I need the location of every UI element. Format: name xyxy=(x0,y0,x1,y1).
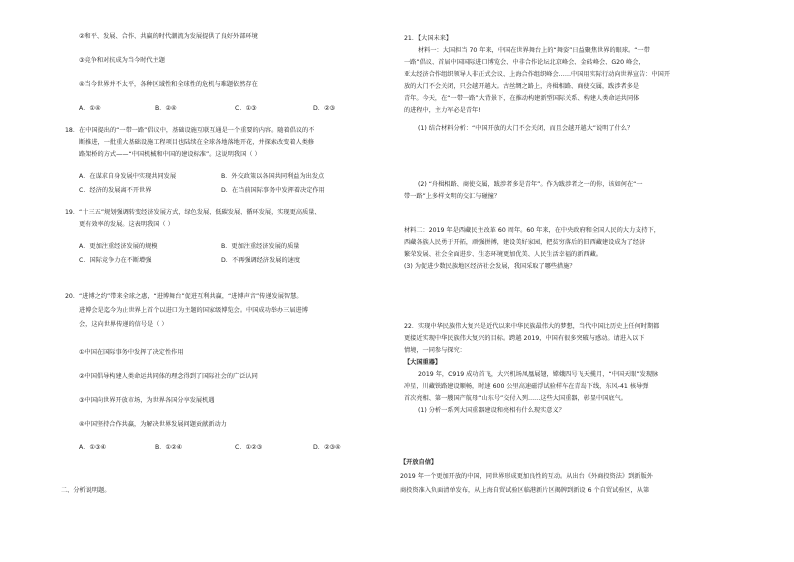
option-a: A．在谋求自身发展中实现共同发展 xyxy=(79,173,177,180)
option-b: B．更加注重经济发展的质量 xyxy=(221,243,300,250)
material-line: 的进程中，主力军必是青年! xyxy=(404,107,481,114)
option-b: B．②④ xyxy=(155,105,177,112)
question-18-line: 路架桥的方式——“中国机械和中国的建设标准”。这说明我国（ ） xyxy=(79,151,261,158)
top-item: ②和平、发展、合作、共赢的时代潮流为发展提供了良好外部环境 xyxy=(79,33,258,40)
q20-item: ③中国向世界开放市场，为世界各国分享发展机遇 xyxy=(79,397,215,404)
top-item: ④当今世界并不太平，各种区域性和全球性的危机与难题依然存在 xyxy=(79,81,258,88)
material-line: 西藏各族人民勇于开拓，顽强拼搏，建设美好家园，把贫穷落后的旧西藏建设成为了经济 xyxy=(404,239,646,246)
option-b: B．外交政策以各国共同利益为出发点 xyxy=(221,173,325,180)
top-item: ③竞争和对抗成为当今时代主题 xyxy=(79,57,165,64)
q20-item: ④中国坚持合作共赢，为解决世界发展问题贡献新动力 xyxy=(79,421,227,428)
option-d: D．在当前国际事务中发挥着决定作用 xyxy=(221,187,325,194)
question-19-line: 19．“十三五”规划强调转变经济发展方式，绿色发展、低碳发展、循环发展，实现更高质量、 xyxy=(65,209,321,216)
question-22-line: 更接近实现中华民族伟大复兴的目标。跨越 2019，中国有很多突破与感动。请进入以下 xyxy=(404,335,645,342)
material-line: 材料一：大国担当 70 年来，中国在世界舞台上的“舞姿”日益聚焦世界的眼球。“一带 xyxy=(418,47,650,54)
sub-header: 【大国重器】 xyxy=(404,359,442,366)
option-c: C．①③ xyxy=(235,105,257,112)
option-c: C．国际竞争力在不断增强 xyxy=(79,257,152,264)
option-b: B．①②④ xyxy=(155,444,183,451)
question-22-line: 22．实现中华民族伟大复兴是近代以来中华民族最伟大的梦想，当代中国比历史上任何时期都 xyxy=(404,323,660,330)
body-line: 首次亮相、第一艘国产航母“山东号”交付入列……这些大国重器，彰显中国底气。 xyxy=(404,395,627,402)
question-20-line: 会，这向世界传递的信号是（ ） xyxy=(79,321,168,328)
question-18-line: 18．在中国提出的“一带一路”倡议中，基础设施互联互通是一个重要的内容。随着倡议的不 xyxy=(65,127,315,134)
option-d: D．②③ xyxy=(313,105,336,112)
material-line: 青年。今天，在“一带一路”大背景下，在推动构建新型国际关系、构建人类命运共同体 xyxy=(404,95,640,102)
option-d: D．②③④ xyxy=(313,444,341,451)
sub-header: 【开放自信】 xyxy=(400,459,438,466)
question-18-line: 断推进，一批重大基础设施工程项目也陆续在全球各地落地开花，并探索改变着人类修 xyxy=(79,139,315,146)
q20-item: ①中国在国际事务中发挥了决定性作用 xyxy=(79,349,184,356)
question-21-header: 21．【大国未来】 xyxy=(404,35,453,42)
body-line: 2019 年一个更加开放的中国，同世界形成更加良性的互动。从出台《外商投资法》到新版外 xyxy=(400,473,653,480)
body-line: 2019 年，C919 成功首飞，大兴机场凤凰展翅，嫦娥四号飞天揽月，“中国天眼”发现脉 xyxy=(418,371,659,378)
material-line: 繁荣发展、社会全面进步、生态环境更加优美、人民生活幸福的新西藏。 xyxy=(404,251,602,258)
sub-question: (1) 分析一系列大国重器建设和亮相有什么现实意义？ xyxy=(418,407,565,414)
sub-question: (1) 结合材料分析：“中国开放的大门不会关闭，而且会越开越大”说明了什么？ xyxy=(418,125,634,132)
section-heading: 二、分析说明题。 xyxy=(61,487,111,494)
body-line: 商投资准入负面清单发布，从上海自贸试验区临港新片区揭牌到新设 6 个自贸试验区，从第 xyxy=(400,487,650,494)
sub-question: 带一路”上多样文明的交汇与碰撞？ xyxy=(404,193,501,200)
material-line: 放的大门不会关闭，只会越开越大。古丝绸之路上，舟楫相路、商使交属，跋涉者多是 xyxy=(404,83,640,90)
question-19-line: 更有效率的发展。这表明我国（ ） xyxy=(79,221,174,228)
question-20-line: 进博会是迄今为止世界上首个以进口为主题的国家级博览会。中国成功举办三届进博 xyxy=(79,307,308,314)
material-line: 亚太经济合作组织领导人非正式会议、上海合作组织峰会……中国用实际行动向世界宣告：中国开 xyxy=(404,71,671,78)
material-line: 一路”倡议、首届中国国际进口博览会、中非合作论坛北京峰会、金砖峰会、G20 峰会， xyxy=(404,59,645,66)
sub-question: (3) 为促进少数民族地区经济社会发展，我国采取了哪些措施？ xyxy=(404,263,576,270)
option-a: A．更加注重经济发展的规模 xyxy=(79,243,158,250)
option-a: A．①③④ xyxy=(79,444,107,451)
option-a: A．①④ xyxy=(79,105,101,112)
option-c: C．①②③ xyxy=(235,444,263,451)
option-d: D．不再强调经济发展的速度 xyxy=(221,257,301,264)
question-20-line: 20．“进博之约”带来全球之惠，“进博舞台”促进互利共赢，“进博声音”传递发展智慧。 xyxy=(65,293,303,300)
q20-item: ②中国倡导构建人类命运共同体的理念得到了国际社会的广泛认同 xyxy=(79,373,258,380)
body-line: 冲星，川藏铁路建设顺畅，时速 600 公里高速磁浮试验样车在青岛下线，东风-41 核导弹 xyxy=(404,383,649,390)
sub-question: (2) “舟楫相路、商使交属，跋涉者多是青年”。作为跋涉者之一的你，该如何在“一 xyxy=(418,181,643,188)
option-c: C．经济的发展离不开世界 xyxy=(79,187,152,194)
question-22-line: 情境，一同参与探究： xyxy=(404,347,466,354)
material-line: 材料二：2019 年是西藏民主改革 60 周年。60 年来，在中央政府和全国人民的大力支持下， xyxy=(404,227,660,234)
